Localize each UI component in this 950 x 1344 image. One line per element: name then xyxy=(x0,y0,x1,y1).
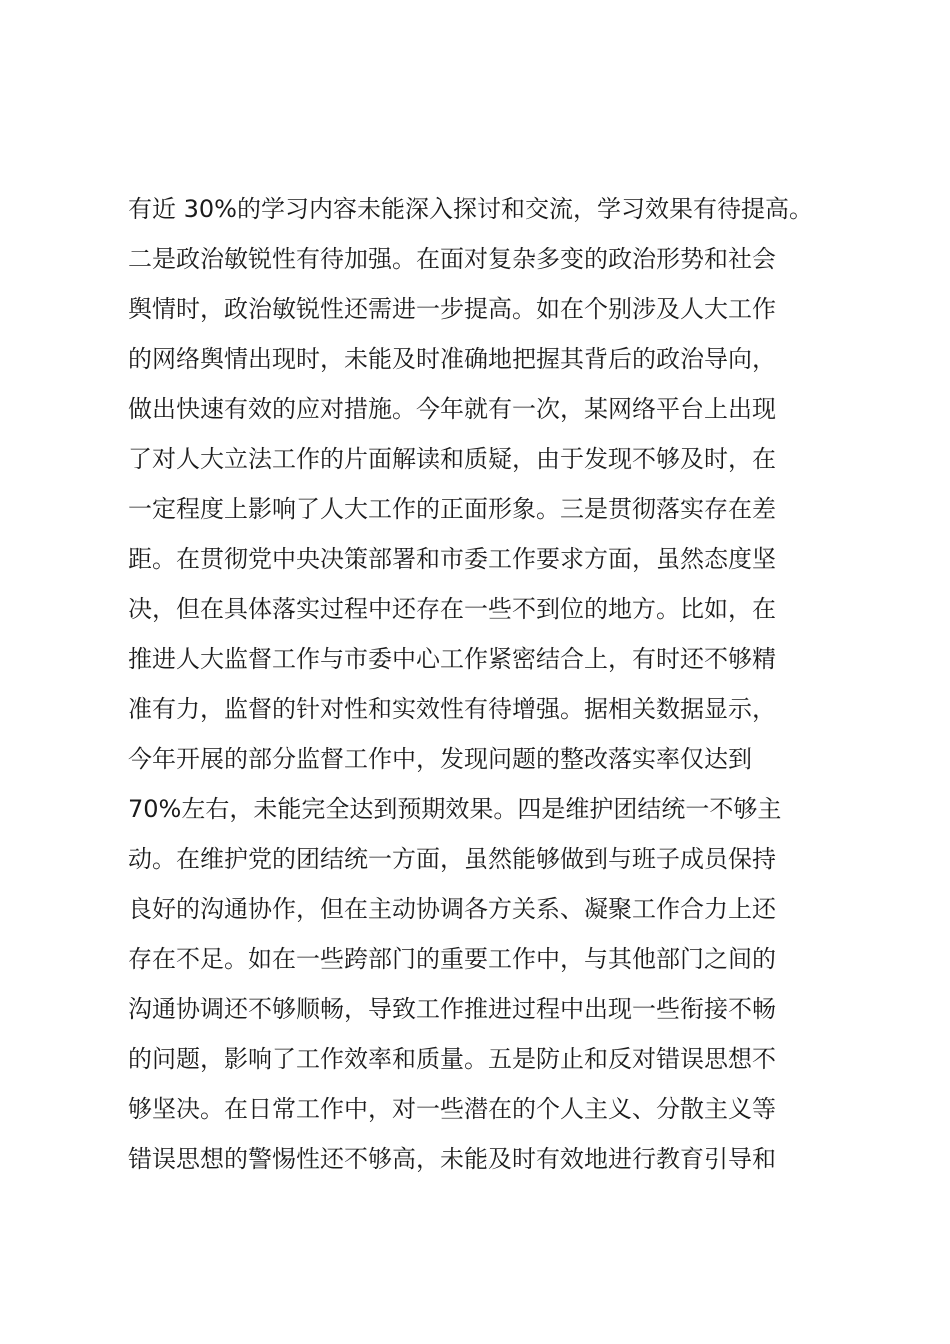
text-line: 存在不足。如在一些跨部门的重要工作中，与其他部门之间的 xyxy=(128,945,776,973)
text-line: 够坚决。在日常工作中，对一些潜在的个人主义、分散主义等 xyxy=(128,1095,776,1123)
body-paragraph xyxy=(128,184,848,1184)
text-line: 了对人大立法工作的片面解读和质疑，由于发现不够及时，在 xyxy=(128,445,776,473)
text-line: 准有力，监督的针对性和实效性有待增强。据相关数据显示， xyxy=(128,695,776,723)
text-line: 70%左右，未能完全达到预期效果。四是维护团结统一不够主 xyxy=(128,795,782,823)
text-line: 沟通协调还不够顺畅，导致工作推进过程中出现一些衔接不畅 xyxy=(128,995,776,1023)
text-line: 距。在贯彻党中央决策部署和市委工作要求方面，虽然态度坚 xyxy=(128,545,776,573)
text-line: 舆情时，政治敏锐性还需进一步提高。如在个别涉及人大工作 xyxy=(128,295,776,323)
text-line: 一定程度上影响了人大工作的正面形象。三是贯彻落实存在差 xyxy=(128,495,776,523)
text-line: 推进人大监督工作与市委中心工作紧密结合上，有时还不够精 xyxy=(128,645,776,673)
text-line: 动。在维护党的团结统一方面，虽然能够做到与班子成员保持 xyxy=(128,845,776,873)
text-line: 的问题，影响了工作效率和质量。五是防止和反对错误思想不 xyxy=(128,1045,776,1073)
text-line: 今年开展的部分监督工作中，发现问题的整改落实率仅达到 xyxy=(128,745,752,773)
text-line: 错误思想的警惕性还不够高，未能及时有效地进行教育引导和 xyxy=(128,1145,776,1173)
text-line: 的网络舆情出现时，未能及时准确地把握其背后的政治导向， xyxy=(128,345,776,373)
text-line: 做出快速有效的应对措施。今年就有一次，某网络平台上出现 xyxy=(128,395,776,423)
text-line: 决，但在具体落实过程中还存在一些不到位的地方。比如，在 xyxy=(128,595,776,623)
text-line: 有近 30%的学习内容未能深入探讨和交流，学习效果有待提高。 xyxy=(128,195,813,223)
text-line: 良好的沟通协作，但在主动协调各方关系、凝聚工作合力上还 xyxy=(128,895,776,923)
text-line: 二是政治敏锐性有待加强。在面对复杂多变的政治形势和社会 xyxy=(128,245,776,273)
